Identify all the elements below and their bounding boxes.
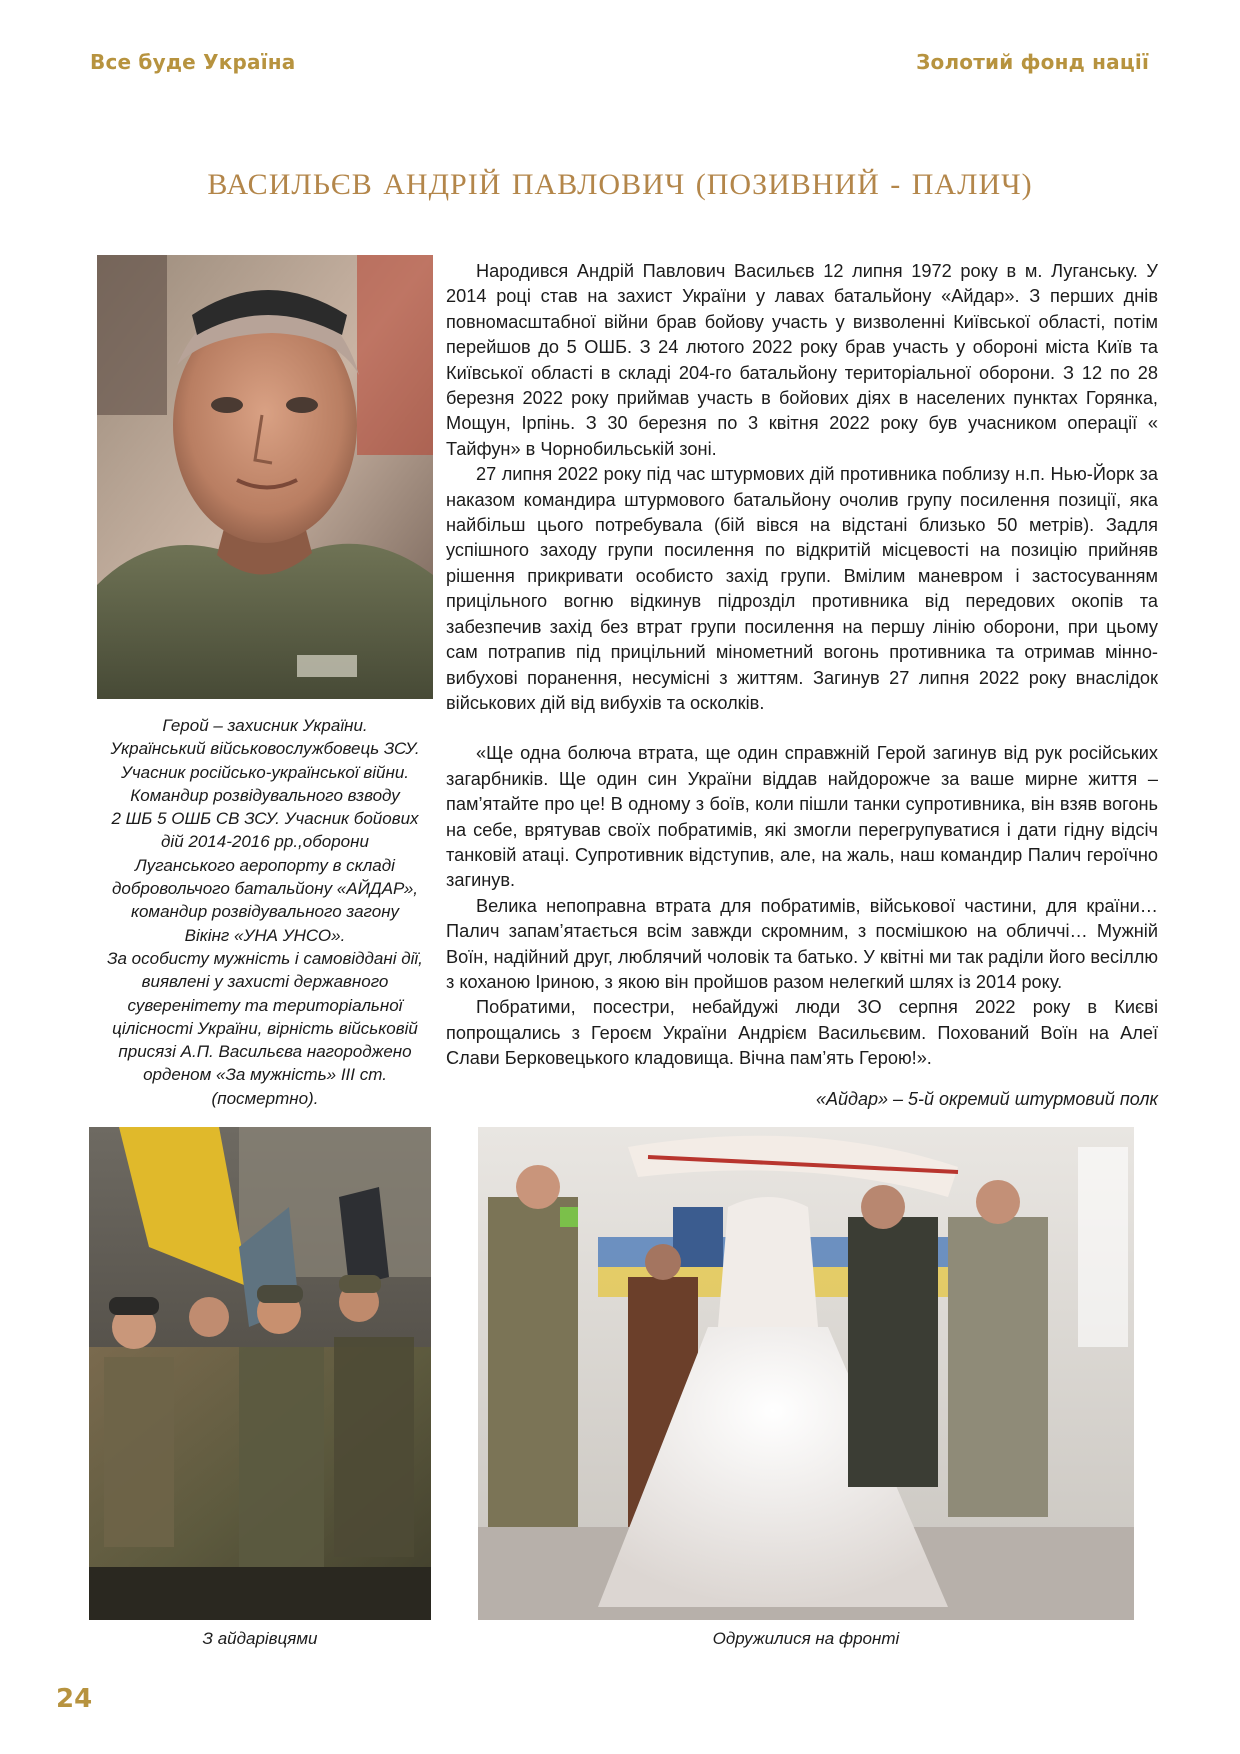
article-paragraph: Велика непоправна втрата для побратимів, військової частини, для країни… Палич запам’ятається всім завжди скромним, з посмішкою на обличчі… Мужній Воїн, надійний друг, люблячий чоловік та батько. У квітні ми так раділи його весіллю з коханою Іриною, з якою він пройшов разом нелегкий шлях із 2014 року. <box>446 895 1158 992</box>
caption-line: Вікінг «УНА УНСО». <box>184 925 346 945</box>
caption-line: Командир розвідувального взводу <box>130 785 400 805</box>
article-source: «Айдар» – 5-й окремий штурмовий полк <box>815 1089 1158 1109</box>
caption-line: добровольчого батальйону «АЙДАР», <box>111 879 419 899</box>
portrait-caption <box>88 714 442 1110</box>
caption-line: цілісності України, вірність військовій <box>112 1018 418 1038</box>
article-body <box>446 259 1158 1072</box>
page-title: ВАСИЛЬЄВ АНДРІЙ ПАВЛОВИЧ (ПОЗИВНИЙ - ПАЛИЧ) <box>207 168 1033 201</box>
caption-line: орденом «За мужність» ІІІ ст. <box>143 1065 387 1085</box>
article-paragraph: Народився Андрій Павлович Васильєв 12 липня 1972 року в м. Луганську. У 2014 році став на захист України у лавах батальйону «Айдар». З перших днів повномасштабної війни брав бойову участь у визволенні Київської області, потім перейшов до 5 ОШБ. З 24 лютого 2022 року брав участь у обороні міста Київ та Київської області в складі 204-го батальйону територіальної оборони. З 12 по 28 березня 2022 року приймав участь в бойових діях в населених пунктах Горянка, Мощун, Ірпінь. З 30 березня по 3 квітня 2022 року був учасником операції « Тайфун» в Чорнобильській зоні. <box>446 261 1158 459</box>
running-header-left: Все буде Україна <box>90 50 296 74</box>
caption-line: дій 2014-2016 рр.,оборони <box>161 832 369 852</box>
group-photo <box>89 1127 431 1620</box>
article-paragraph: Побратими, посестри, небайдужі люди 3О серпня 2022 року в Києві попрощались з Героєм України Андрієм Васильєвим. Похований Воїн на Алеї Слави Берковецького кладовища. Вічна пам’ять Герою!». <box>446 997 1158 1069</box>
caption-line: Учасник російсько-української війни. <box>120 762 410 782</box>
running-header-right: Золотий фонд нації <box>916 50 1149 74</box>
caption-line: За особисту мужність і самовіддані дії, <box>107 948 423 968</box>
caption-line: Український військовослужбовець ЗСУ. <box>110 739 420 759</box>
caption-line: виявлені у захисті державного <box>141 972 389 992</box>
portrait-photo <box>97 255 433 699</box>
article-paragraph: «Ще одна болюча втрата, ще один справжній Герой загинув від рук російських загарбників. Ще один син України віддав найдорожче за ваше мирне життя – пам’ятайте про це! В одному з боїв, коли пішли танки супротивника, він взяв вогонь на себе, врятував своїх побратимів, які змогли перегрупуватися і дати гідну відсіч танковій атаці. Супротивник відступив, але, на жаль, наш командир Палич героїчно загинув. <box>446 743 1158 891</box>
caption-line: 2 ШБ 5 ОШБ СВ ЗСУ. Учасник бойових <box>111 809 419 829</box>
caption-line: (посмертно). <box>211 1088 319 1108</box>
group-photo-caption: З айдарівцями <box>202 1629 318 1648</box>
wedding-photo <box>478 1127 1134 1620</box>
caption-line: суверенітету та територіальної <box>127 995 403 1015</box>
caption-line: командир розвідувального загону <box>130 902 400 922</box>
article-paragraph: 27 липня 2022 року під час штурмових дій противника поблизу н.п. Нью-Йорк за наказом командира штурмового батальйону очолив групу посилення позиції, яка найбільш цього потребувала (бій вівся на відстані близько 50 метрів). Задля успішного заходу групи посилення по відкритій місцевості на позицію прийняв рішення прикривати особисто захід групи. Вмілим маневром і застосуванням прицільного вогню відкинув підрозділ противника від передових окопів та забезпечив захід без втрат групи посилення на першу лінію оборони, при цьому сам потрапив під прицільний мінометний вогонь противника та отримав мінно-вибухові поранення, несумісні з життям. Загинув 27 липня 2022 року внаслідок військових дій від вибухів та осколків. <box>446 464 1158 713</box>
wedding-photo-caption: Одружилися на фронті <box>712 1629 900 1648</box>
caption-line: Герой – захисник України. <box>162 716 368 735</box>
caption-line: Луганського аеропорту в складі <box>135 855 395 875</box>
page-number: 24 <box>56 1684 93 1714</box>
caption-line: присязі А.П. Васильєва нагороджено <box>118 1042 412 1062</box>
